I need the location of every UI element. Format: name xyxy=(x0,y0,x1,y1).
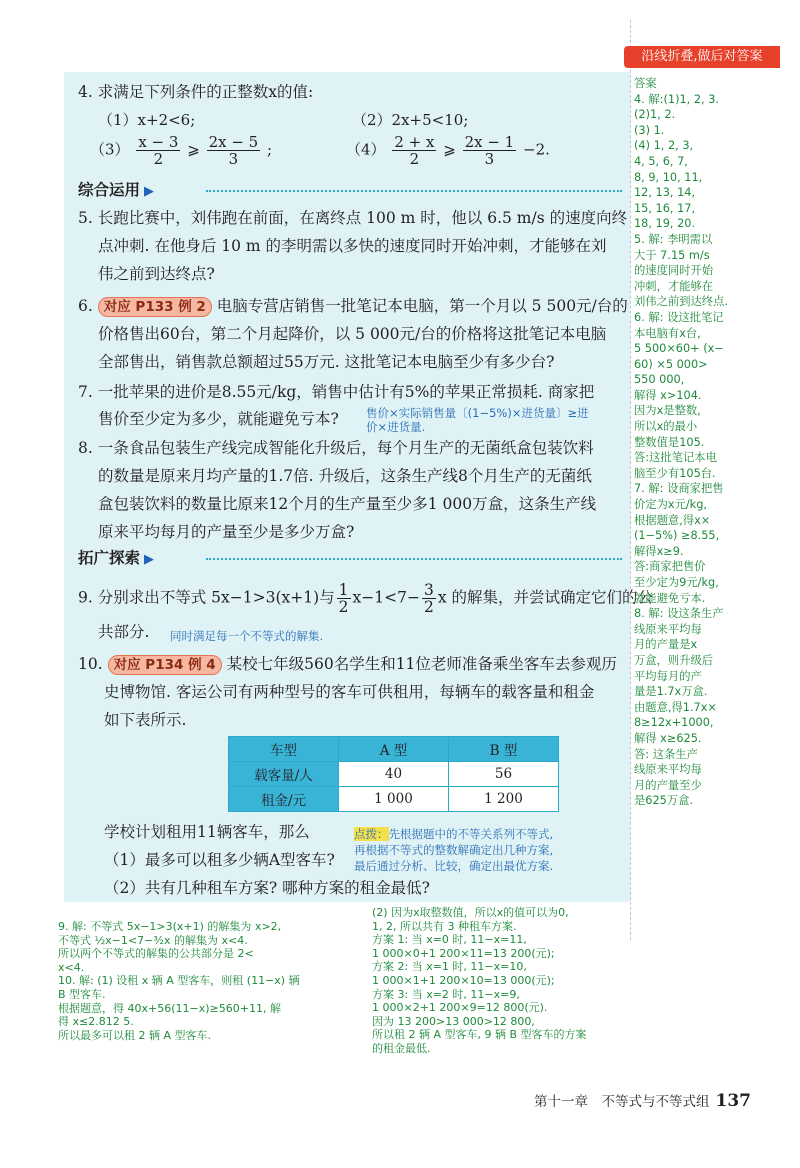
q6-number: 6. xyxy=(78,297,93,315)
answer-line: 8. 解: 设这条生产 xyxy=(634,607,724,621)
q5-line3: 伟之前到达终点? xyxy=(98,265,215,283)
answer-line: (3) 1. xyxy=(634,123,665,137)
q4-part4-label: （4） xyxy=(346,140,386,159)
table-row-label: 租金/元 xyxy=(229,787,339,812)
side-answer-list xyxy=(634,76,772,809)
answer-line: 答:这批笔记本电 xyxy=(634,451,717,465)
answer-line: 线原来平均每 xyxy=(634,622,702,636)
answer-line: (4) 1, 2, 3, xyxy=(634,139,694,153)
table-header-cell: B 型 xyxy=(449,737,559,762)
q10-tip-line2: 再根据不等式的整数解确定出几种方案, xyxy=(354,843,554,857)
bus-rental-table xyxy=(228,736,559,812)
table-row xyxy=(229,762,559,787)
answer-line: 解得x≥9. xyxy=(634,544,684,558)
answer-line: 方案 1: 当 x=0 时, 11−x=11, xyxy=(372,933,527,947)
q10-sub1: （1）最多可以租多少辆A型客车? xyxy=(104,851,335,869)
q9-fraction-1 xyxy=(337,582,351,615)
q9-line1 xyxy=(78,582,653,615)
q4-part4-tail: −2. xyxy=(523,140,550,159)
q9-handwritten-note: 同时满足每一个不等式的解集. xyxy=(170,629,324,643)
answer-line: 所以最多可以租 2 辆 A 型客车. xyxy=(58,1028,212,1042)
fold-tab-label: 沿线折叠,做后对答案 xyxy=(624,46,780,68)
fraction-denominator: 2 xyxy=(423,598,434,616)
answer-line: 4, 5, 6, 7, xyxy=(634,154,688,168)
fraction-numerator: 2 + x xyxy=(394,133,435,151)
q4-part3-relation: ⩾ xyxy=(187,140,200,159)
answer-line: 答: 这条生产 xyxy=(634,747,698,761)
q4-part1: （1）x+2<6; xyxy=(98,111,196,129)
answer-line: 1, 2, 所以共有 3 种租车方案. xyxy=(372,919,517,933)
answer-line: 得 x≤2.812 5. xyxy=(58,1015,134,1029)
fraction-numerator: 2x − 5 xyxy=(208,133,259,151)
q4-part4-left-fraction xyxy=(392,134,436,167)
answer-line: 9. 解: 不等式 5x−1>3(x+1) 的解集为 x>2, xyxy=(58,920,282,933)
answer-line: 本电脑有x台, xyxy=(634,326,701,340)
fraction-denominator: 2 xyxy=(153,150,164,168)
section-dotted-rule xyxy=(206,558,622,560)
q4-part2: （2）2x+5<10; xyxy=(352,111,469,129)
q9-text-b: x−1<7− xyxy=(352,588,420,607)
answer-line: 4. 解:(1)1, 2, 3. xyxy=(634,92,719,106)
fraction-numerator: 2x − 1 xyxy=(464,133,515,151)
q4-stem: 4. 求满足下列条件的正整数x的值: xyxy=(78,83,314,101)
fraction-denominator: 3 xyxy=(484,150,495,168)
answer-line: 的租金最低. xyxy=(372,1041,431,1055)
q10-tip-line3: 最后通过分析、比较，确定出最优方案. xyxy=(354,859,554,873)
q7-handwritten-note-2: 价×进货量. xyxy=(366,420,426,434)
q10-line2: 史博物馆. 客运公司有两种型号的客车可供租用，每辆车的载客量和租金 xyxy=(104,683,595,701)
fraction-numerator: x − 3 xyxy=(138,133,179,151)
answer-line: 6. 解: 设这批笔记 xyxy=(634,310,724,324)
q4-part3-left-fraction xyxy=(136,134,180,167)
answer-line: 不等式 ½x−1<7−³⁄₂x 的解集为 x<4. xyxy=(58,933,248,947)
answer-line: 整数值是105. xyxy=(634,435,705,449)
answer-line: 所以租 2 辆 A 型客车, 9 辆 B 型客车的方案 xyxy=(372,1028,587,1042)
q7-handwritten-note-1: 售价×实际销售量〔(1−5%)×进货量〕≥进 xyxy=(366,406,589,420)
section-title: 综合运用 xyxy=(78,181,141,199)
q6-line3: 全部售出，销售款总额超过55万元. 这批笔记本电脑至少有多少台? xyxy=(98,353,555,371)
section-title: 拓广探索 xyxy=(78,549,141,567)
answer-line: 60) ×5 000> xyxy=(634,357,708,371)
q8-line4: 原来平均每月的产量至少是多少万盒? xyxy=(98,523,355,541)
table-cell: 1 000 xyxy=(339,787,449,812)
answer-line: 10. 解: (1) 设租 x 辆 A 型客车，则租 (11−x) 辆 xyxy=(58,974,300,988)
q4-part4 xyxy=(346,134,550,167)
q9-text-c: x 的解集，并尝试确定它们的公 xyxy=(437,588,653,607)
q10-line1 xyxy=(78,654,617,675)
table-cell: 56 xyxy=(449,762,559,787)
answer-line: 因为x是整数, xyxy=(634,404,701,418)
answer-line: 答:商家把售价 xyxy=(634,560,706,574)
answer-line: 8≥12x+1000, xyxy=(634,716,714,730)
fraction-numerator: 3 xyxy=(423,581,434,599)
q4-part3-right-fraction xyxy=(207,134,261,167)
answer-line: 5 500×60+ (x− xyxy=(634,342,724,356)
answer-line: 1 000×1+1 200×10=13 000(元); xyxy=(372,973,555,987)
q6-line2: 价格售出60台，第二个月起降价，以 5 000元/台的价格将这批笔记本电脑 xyxy=(98,325,607,343)
table-row xyxy=(229,737,559,762)
q5-line1: 5. 长跑比赛中，刘伟跑在前面，在离终点 100 m 时，他以 6.5 m/s 的速度向终 xyxy=(78,209,628,227)
q8-line2: 的数量是原来月均产量的1.7倍. 升级后，这条生产线8个月生产的无菌纸 xyxy=(98,467,592,485)
chapter-title: 第十一章 不等式与不等式组 xyxy=(534,1094,710,1110)
section-heading-extension xyxy=(78,546,154,568)
bottom-answer-middle xyxy=(372,906,632,1056)
table-cell: 40 xyxy=(339,762,449,787)
triangle-right-icon: ▶ xyxy=(144,552,155,567)
answer-line: 大于 7.15 m/s xyxy=(634,248,710,262)
answer-line: 12, 13, 14, xyxy=(634,186,696,200)
answer-line: (1−5%) ≥8.55, xyxy=(634,529,720,543)
table-header-cell: 车型 xyxy=(229,737,339,762)
answer-line: 解得 x>104. xyxy=(634,388,702,402)
tip-text: 先根据题中的不等关系列不等式, xyxy=(388,827,554,841)
answer-line: 量是1.7x万盒. xyxy=(634,685,708,699)
answer-line: 脑至少有105台. xyxy=(634,466,716,480)
table-cell: 1 200 xyxy=(449,787,559,812)
q4-part3 xyxy=(90,134,272,167)
answer-line: 方案 2: 当 x=1 时, 11−x=10, xyxy=(372,960,527,974)
triangle-right-icon: ▶ xyxy=(144,184,155,199)
answer-line: 1 000×0+1 200×11=13 200(元); xyxy=(372,946,555,960)
fraction-denominator: 2 xyxy=(409,150,420,168)
tip-highlight: 点拨： xyxy=(354,827,389,841)
q7-line1: 7. 一批苹果的进价是8.55元/kg，销售中估计有5%的苹果正常损耗. 商家把 xyxy=(78,383,595,401)
answer-line: 答案 xyxy=(634,77,657,90)
table-row xyxy=(229,787,559,812)
answer-line: 1 000×2+1 200×9=12 800(元). xyxy=(372,1001,548,1015)
reference-tag: 对应 P133 例 2 xyxy=(98,297,212,317)
fold-line xyxy=(630,20,631,940)
answer-line: (2)1, 2. xyxy=(634,108,676,122)
answer-line: 冲刺，才能够在 xyxy=(634,279,714,293)
answer-line: 刘伟之前到达终点. xyxy=(634,295,728,309)
q6-line1 xyxy=(78,296,628,317)
answer-line: 月的产量是x xyxy=(634,638,698,652)
q10-tip-line1 xyxy=(354,826,553,842)
q4-part3-tail: ; xyxy=(267,140,273,159)
answer-line: 所以两个不等式的解集的公共部分是 2< xyxy=(58,947,254,961)
answer-line: 由题意,得1.7x× xyxy=(634,700,717,714)
answer-line: 是625万盒. xyxy=(634,794,694,808)
answer-line: 根据题意，得 40x+56(11−x)≥560+11, 解 xyxy=(58,1001,281,1015)
q10-plan: 学校计划租用11辆客车，那么 xyxy=(104,823,310,841)
q10-line1-text: 某校七年级560名学生和11位老师准备乘坐客车去参观历 xyxy=(226,655,617,673)
q8-line3: 盒包装饮料的数量比原来12个月的生产量至少多1 000万盒，这条生产线 xyxy=(98,495,597,513)
q9-line2: 共部分. xyxy=(98,623,150,641)
page-number: 137 xyxy=(715,1091,751,1111)
page-footer xyxy=(534,1090,751,1111)
q4-part3-label: （3） xyxy=(90,140,130,159)
answer-line: 8, 9, 10, 11, xyxy=(634,170,703,184)
answer-line: 月的产量至少 xyxy=(634,778,702,792)
answer-line: 15, 16, 17, xyxy=(634,201,696,215)
fraction-numerator: 1 xyxy=(338,581,349,599)
answer-line: 价定为x元/kg, xyxy=(634,498,707,512)
q10-number: 10. xyxy=(78,655,103,673)
table-row-label: 载客量/人 xyxy=(229,762,339,787)
q7-line2: 售价至少定为多少，就能避免亏本? xyxy=(98,410,339,428)
answer-line: B 型客车. xyxy=(58,987,106,1001)
answer-line: 线原来平均每 xyxy=(634,763,702,777)
q8-line1: 8. 一条食品包装生产线完成智能化升级后，每个月生产的无菌纸盒包装饮料 xyxy=(78,439,594,457)
answer-line: 万盒，则升级后 xyxy=(634,653,714,667)
q9-fraction-2 xyxy=(422,582,436,615)
answer-line: (2) 因为x取整数值，所以x的值可以为0, xyxy=(372,906,569,919)
answer-line: 至少定为9元/kg, xyxy=(634,576,719,589)
answer-line: 所以x的最小 xyxy=(634,420,698,434)
q9-text-a: 9. 分别求出不等式 5x−1>3(x+1)与 xyxy=(78,588,335,607)
fraction-denominator: 3 xyxy=(228,150,239,168)
fraction-denominator: 2 xyxy=(338,598,349,616)
bottom-answer-left xyxy=(58,920,358,1042)
section-heading-comprehensive xyxy=(78,178,154,200)
reference-tag: 对应 P134 例 4 xyxy=(108,655,222,675)
answer-line: x<4. xyxy=(58,960,85,974)
q4-part4-relation: ⩾ xyxy=(443,140,456,159)
q6-line1-text: 电脑专营店销售一批笔记本电脑，第一个月以 5 500元/台的 xyxy=(216,297,628,315)
answer-line: 根据题意,得x× xyxy=(634,513,711,527)
table-header-cell: A 型 xyxy=(339,737,449,762)
answer-line: 平均每月的产 xyxy=(634,669,702,683)
answer-line: 550 000, xyxy=(634,373,685,387)
answer-line: 因为 13 200>13 000>12 800, xyxy=(372,1014,535,1028)
section-dotted-rule xyxy=(206,190,622,192)
q5-line2: 点冲刺. 在他身后 10 m 的李明需以多快的速度同时开始冲刺，才能够在刘 xyxy=(98,237,607,255)
q10-sub2: （2）共有几种租车方案? 哪种方案的租金最低? xyxy=(104,879,430,897)
answer-line: 7. 解: 设商家把售 xyxy=(634,482,724,496)
q4-part4-right-fraction xyxy=(463,134,517,167)
answer-line: 的速度同时开始 xyxy=(634,264,714,278)
answer-line: 解得 x≥625. xyxy=(634,731,702,745)
answer-line: 5. 解: 李明需以 xyxy=(634,232,713,246)
answer-line: 18, 19, 20. xyxy=(634,217,696,231)
q10-line3: 如下表所示. xyxy=(104,711,187,729)
answer-line: 方案 3: 当 x=2 时, 11−x=9, xyxy=(372,987,520,1001)
answer-line: 就能避免亏本. xyxy=(634,591,706,605)
